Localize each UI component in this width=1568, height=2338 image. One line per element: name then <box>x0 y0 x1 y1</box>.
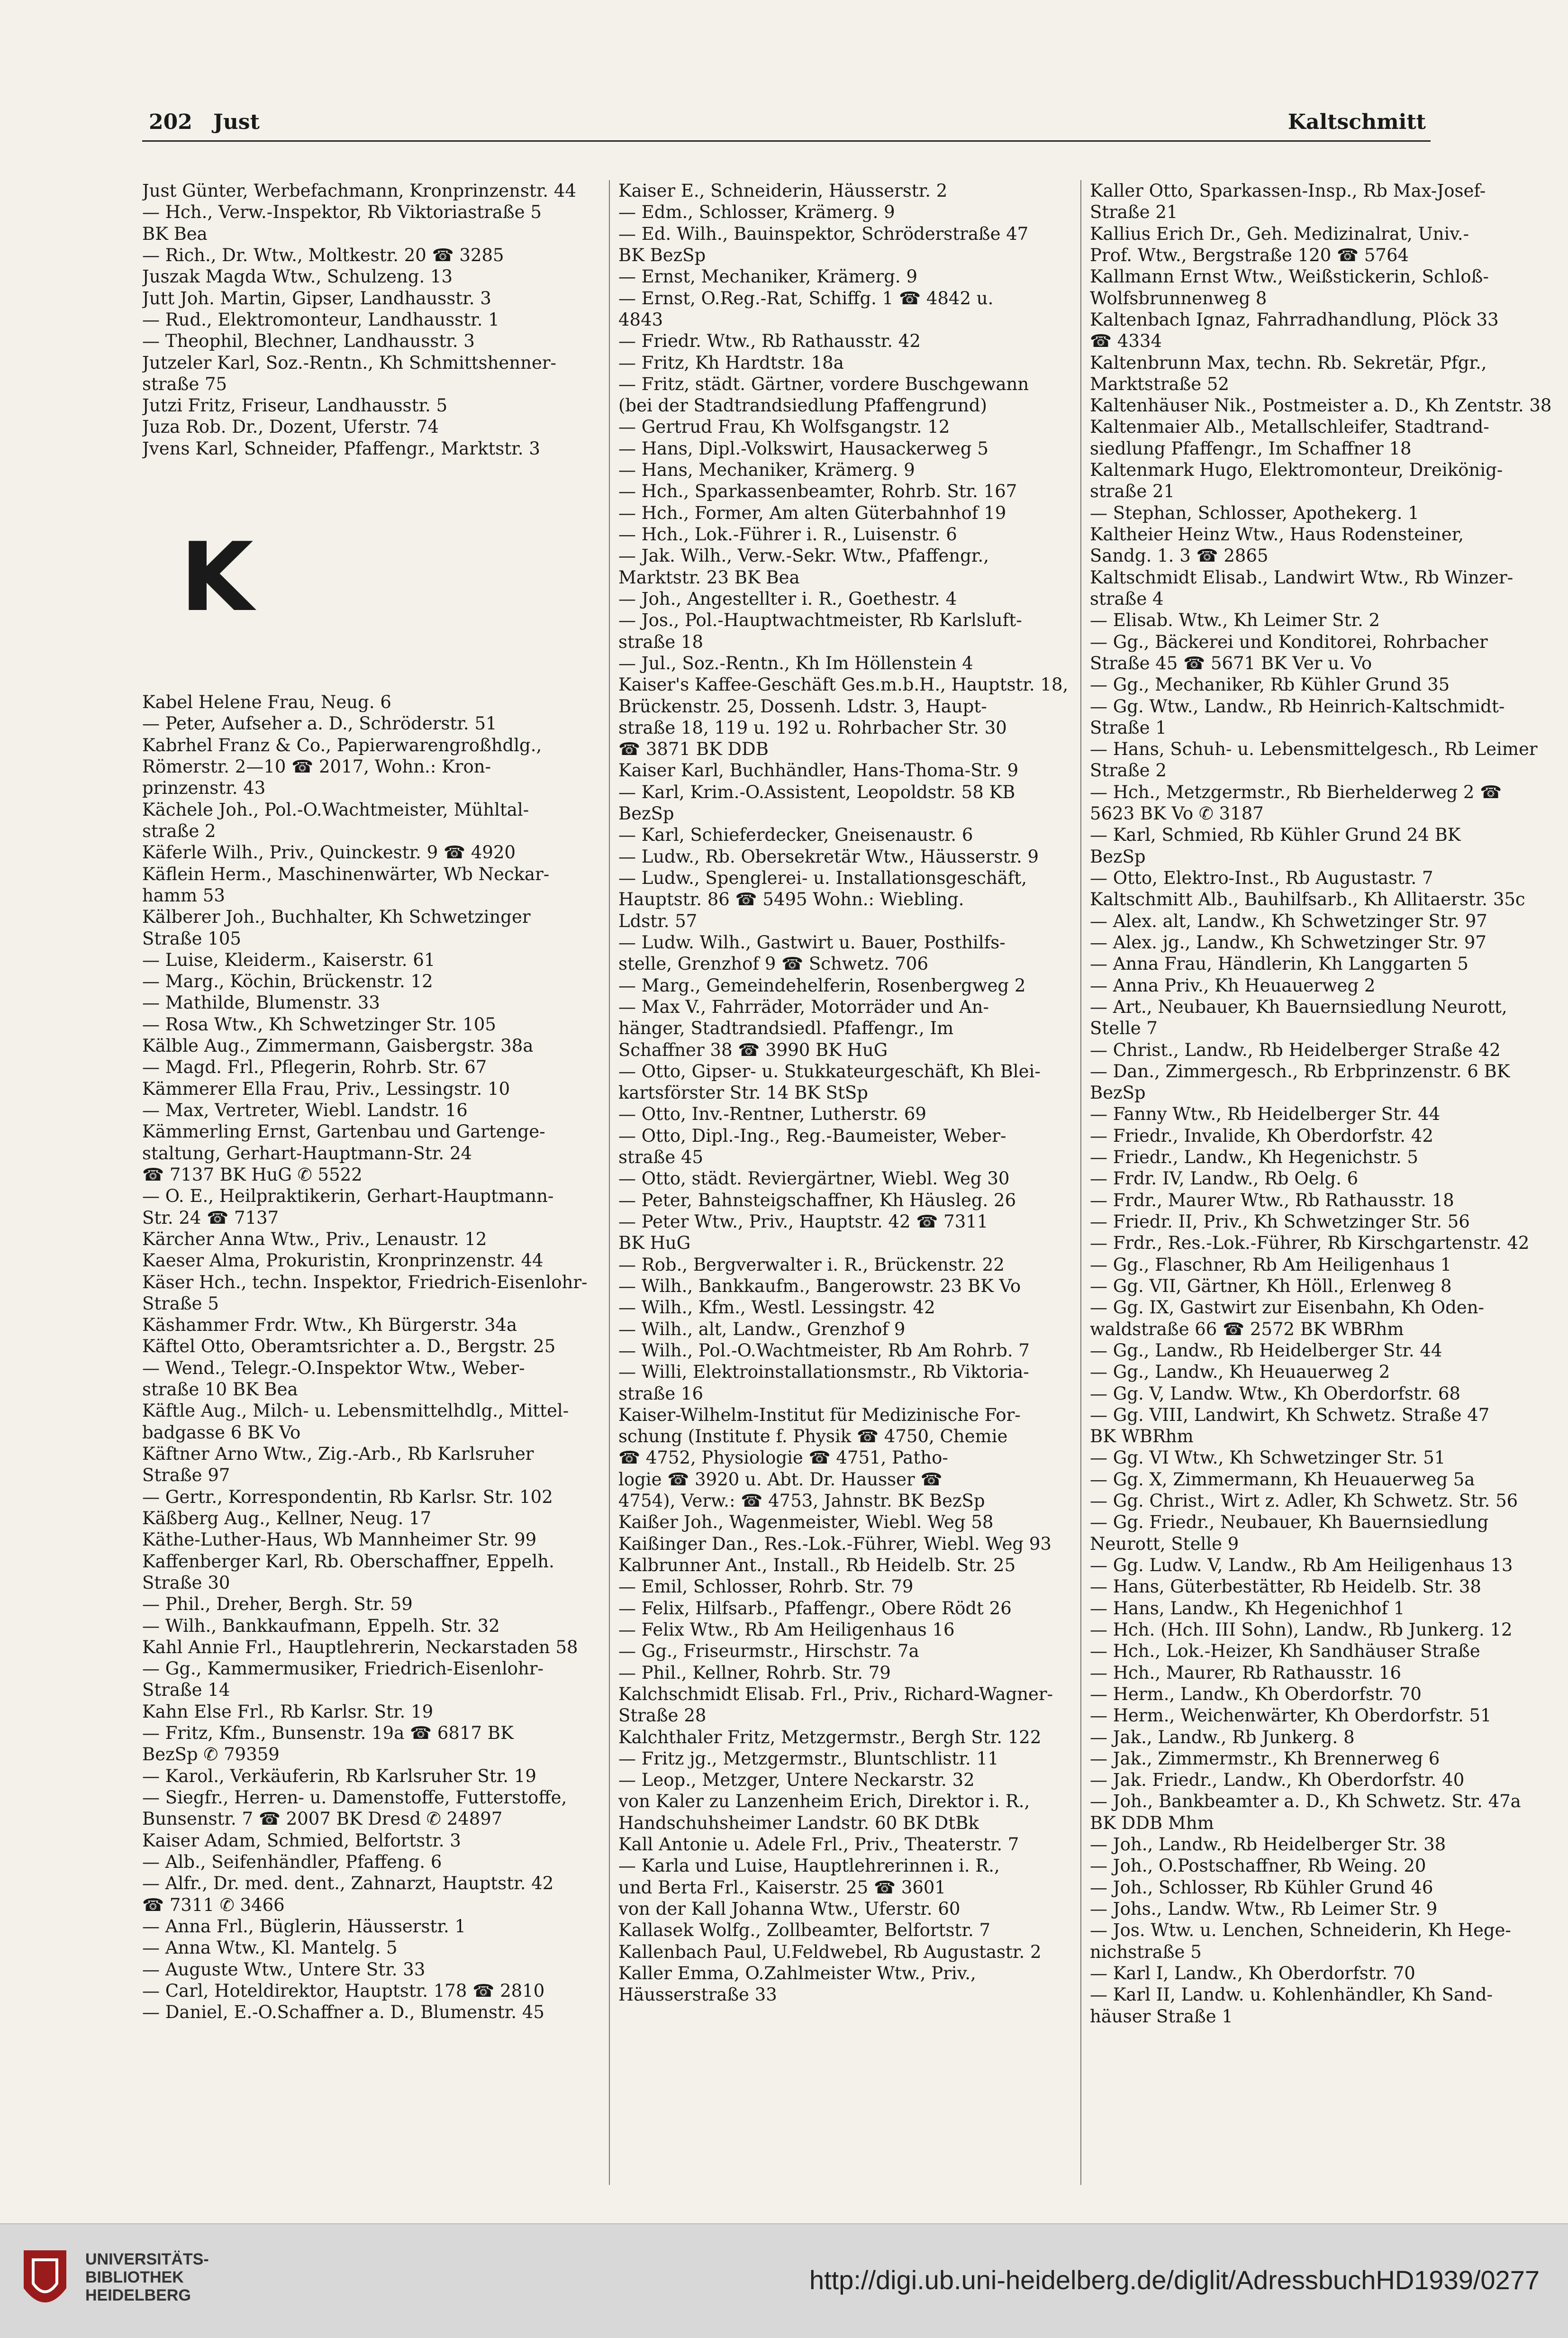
directory-entry: — Ludw., Rb. Obersekretär Wtw., Häusserstr. 9 <box>618 846 1039 867</box>
directory-entry: — Rich., Dr. Wtw., Moltkestr. 20 ☎ 3285 <box>142 245 504 265</box>
directory-entry: — Jos. Wtw. u. Lenchen, Schneiderin, Kh Hege- <box>1090 1920 1511 1941</box>
directory-entry: waldstraße 66 ☎ 2572 BK WBRhm <box>1090 1319 1404 1339</box>
directory-entry: Kallius Erich Dr., Geh. Medizinalrat, Univ.- <box>1090 223 1469 244</box>
directory-entry: — Rob., Bergverwalter i. R., Brückenstr. 22 <box>618 1254 1005 1275</box>
directory-entry: — Hch., Lok.-Führer i. R., Luisenstr. 6 <box>618 524 957 545</box>
column-2-entries <box>618 180 1080 2006</box>
directory-entry: Kaiser's Kaffee-Geschäft Ges.m.b.H., Hauptstr. 18, <box>618 674 1069 695</box>
directory-entry: — Wilh., Kfm., Westl. Lessingstr. 42 <box>618 1297 935 1318</box>
directory-entry: (bei der Stadtrandsiedlung Pfaffengrund) <box>618 395 987 416</box>
directory-entry: Kaffenberger Karl, Rb. Oberschaffner, Eppelh. <box>142 1551 554 1572</box>
directory-entry: — Otto, städt. Reviergärtner, Wiebl. Weg 30 <box>618 1168 1010 1189</box>
directory-entry: Kalchthaler Fritz, Metzgermstr., Bergh Str. 122 <box>618 1727 1042 1747</box>
directory-entry: — Gg. X, Zimmermann, Kh Heuauerweg 5a <box>1090 1469 1475 1490</box>
directory-entry: schung (Institute f. Physik ☎ 4750, Chemie <box>618 1426 1008 1447</box>
directory-entry: Straße 28 <box>618 1705 707 1726</box>
directory-entry: BezSp <box>618 803 674 824</box>
page-header <box>142 107 1431 142</box>
column-3-entries <box>1090 180 1552 2027</box>
directory-entry: — Rud., Elektromonteur, Landhausstr. 1 <box>142 309 499 330</box>
logo-line-3: HEIDELBERG <box>85 2286 191 2305</box>
directory-entry: — Alex. jg., Landw., Kh Schwetzinger Str. 97 <box>1090 932 1486 953</box>
directory-entry: — Joh., Schlosser, Rb Kühler Grund 46 <box>1090 1877 1433 1898</box>
directory-entry: — Gg. V, Landw. Wtw., Kh Oberdorfstr. 68 <box>1090 1383 1460 1404</box>
directory-entry: — Gg., Kammermusiker, Friedrich-Eisenlohr- <box>142 1658 544 1679</box>
directory-entry: straße 16 <box>618 1383 704 1404</box>
directory-entry: — Fanny Wtw., Rb Heidelberger Str. 44 <box>1090 1104 1441 1125</box>
directory-entry: — Fritz, Kh Hardtstr. 18a <box>618 352 844 373</box>
directory-entry: Käferle Wilh., Priv., Quinckestr. 9 ☎ 4920 <box>142 842 516 863</box>
directory-entry: Kaiser Karl, Buchhändler, Hans-Thoma-Str. 9 <box>618 760 1019 781</box>
directory-entry: ☎ 7311 ✆ 3466 <box>142 1894 285 1915</box>
directory-entry: — Frdr., Res.-Lok.-Führer, Rb Kirschgartenstr. 42 <box>1090 1233 1530 1254</box>
directory-entry: Käser Hch., techn. Inspektor, Friedrich-Eisenlohr- <box>142 1272 588 1292</box>
directory-entry: — Jos., Pol.-Hauptwachtmeister, Rb Karlsluft- <box>618 610 1022 631</box>
directory-entry: häuser Straße 1 <box>1090 2006 1233 2027</box>
directory-entry: — Gg. Wtw., Landw., Rb Heinrich-Kaltschmidt- <box>1090 696 1505 717</box>
directory-entry: badgasse 6 BK Vo <box>142 1422 301 1443</box>
directory-entry: Kalchschmidt Elisab. Frl., Priv., Richard-Wagner- <box>618 1683 1053 1704</box>
directory-entry: — Frdr., Maurer Wtw., Rb Rathausstr. 18 <box>1090 1190 1454 1210</box>
directory-entry: — Felix, Hilfsarb., Pfaffengr., Obere Rödt 26 <box>618 1598 1012 1619</box>
directory-entry: Ldstr. 57 <box>618 910 698 931</box>
directory-entry: — Anna Frau, Händlerin, Kh Langgarten 5 <box>1090 954 1468 974</box>
directory-entry: — Anna Frl., Büglerin, Häusserstr. 1 <box>142 1916 466 1937</box>
directory-entry: Handschuhsheimer Landstr. 60 BK DtBk <box>618 1812 979 1833</box>
directory-entry: — Elisab. Wtw., Kh Leimer Str. 2 <box>1090 610 1380 631</box>
directory-entry: hänger, Stadtrandsiedl. Pfaffengr., Im <box>618 1018 954 1039</box>
directory-entry: — Wilh., Bankkaufmann, Eppelh. Str. 32 <box>142 1615 500 1636</box>
directory-entry: BezSp ✆ 79359 <box>142 1744 280 1765</box>
directory-entry: Kälble Aug., Zimmermann, Gaisbergstr. 38a <box>142 1036 534 1056</box>
directory-entry: Käftner Arno Wtw., Zig.-Arb., Rb Karlsruher <box>142 1444 534 1464</box>
directory-entry: Kaltheier Heinz Wtw., Haus Rodensteiner, <box>1090 524 1464 545</box>
directory-entry: — Gg., Bäckerei und Konditorei, Rohrbacher <box>1090 631 1488 652</box>
directory-entry: — Marg., Gemeindehelferin, Rosenbergweg 2 <box>618 975 1026 996</box>
directory-entry: — Ernst, Mechaniker, Krämerg. 9 <box>618 266 917 287</box>
directory-entry: — Hch. (Hch. III Sohn), Landw., Rb Junkerg. 12 <box>1090 1619 1513 1640</box>
directory-entry: — Marg., Köchin, Brückenstr. 12 <box>142 971 433 992</box>
directory-entry: Kahl Annie Frl., Hauptlehrerin, Neckarstaden 58 <box>142 1637 578 1657</box>
directory-entry: Straße 5 <box>142 1293 219 1314</box>
directory-entry: — Peter, Bahnsteigschaffner, Kh Häusleg. 26 <box>618 1190 1016 1210</box>
directory-entry: — Peter Wtw., Priv., Hauptstr. 42 ☎ 7311 <box>618 1211 988 1232</box>
directory-entry: Kaltenbrunn Max, techn. Rb. Sekretär, Pfgr., <box>1090 352 1487 373</box>
directory-entry: — Emil, Schlosser, Rohrb. Str. 79 <box>618 1576 914 1597</box>
directory-entry: — Felix Wtw., Rb Am Heiligenhaus 16 <box>618 1619 955 1640</box>
directory-entry: — Gg., Flaschner, Rb Am Heiligenhaus 1 <box>1090 1254 1452 1275</box>
directory-entry: Marktstr. 23 BK Bea <box>618 567 800 588</box>
directory-entry: — Siegfr., Herren- u. Damenstoffe, Futterstoffe, <box>142 1787 567 1808</box>
directory-entry: — Leop., Metzger, Untere Neckarstr. 32 <box>618 1770 975 1791</box>
directory-entry: Kallenbach Paul, U.Feldwebel, Rb Augustastr. 2 <box>618 1941 1042 1962</box>
directory-entry: — Wilh., Pol.-O.Wachtmeister, Rb Am Rohrb. 7 <box>618 1340 1030 1361</box>
column-1 <box>142 180 592 2185</box>
directory-entry: — Friedr. II, Priv., Kh Schwetzinger Str. 56 <box>1090 1211 1470 1232</box>
directory-entry: Prof. Wtw., Bergstraße 120 ☎ 5764 <box>1090 245 1409 265</box>
directory-entry: Käßberg Aug., Kellner, Neug. 17 <box>142 1508 432 1528</box>
directory-entry: — Karl, Schieferdecker, Gneisenaustr. 6 <box>618 825 973 846</box>
directory-entry: Kärcher Anna Wtw., Priv., Lenaustr. 12 <box>142 1228 487 1249</box>
directory-entry: — Joh., O.Postschaffner, Rb Weing. 20 <box>1090 1856 1426 1876</box>
directory-entry: Kaiser E., Schneiderin, Häusserstr. 2 <box>618 181 948 201</box>
directory-entry: — Joh., Angestellter i. R., Goethestr. 4 <box>618 588 957 609</box>
header-left-word: Just <box>213 110 260 134</box>
directory-entry: Käthe-Luther-Haus, Wb Mannheimer Str. 99 <box>142 1529 537 1550</box>
directory-entry: — Jak. Friedr., Landw., Kh Oberdorfstr. 40 <box>1090 1770 1465 1791</box>
directory-entry: Wolfsbrunnenweg 8 <box>1090 288 1267 309</box>
column-3 <box>1080 180 1552 2185</box>
directory-entry: Kaller Otto, Sparkassen-Insp., Rb Max-Josef- <box>1090 181 1486 201</box>
directory-entry: — Karl II, Landw. u. Kohlenhändler, Kh Sand- <box>1090 1984 1493 2005</box>
directory-entry: Kallmann Ernst Wtw., Weißstickerin, Schloß- <box>1090 266 1489 287</box>
directory-entry: hamm 53 <box>142 885 225 906</box>
directory-entry: — Edm., Schlosser, Krämerg. 9 <box>618 202 895 223</box>
directory-entry: ☎ 7137 BK HuG ✆ 5522 <box>142 1164 363 1185</box>
directory-entry: — Herm., Landw., Kh Oberdorfstr. 70 <box>1090 1683 1422 1704</box>
directory-entry: — Christ., Landw., Rb Heidelberger Straße 42 <box>1090 1039 1501 1060</box>
directory-entry: Kaißer Joh., Wagenmeister, Wiebl. Weg 58 <box>618 1512 994 1533</box>
directory-entry: Straße 1 <box>1090 717 1167 738</box>
directory-entry: Straße 45 ☎ 5671 BK Ver u. Vo <box>1090 653 1372 673</box>
source-url-link[interactable]: http://digi.ub.uni-heidelberg.de/diglit/AdressbuchHD1939/0277 <box>809 2265 1540 2295</box>
directory-entry: Käflein Herm., Maschinenwärter, Wb Neckar- <box>142 864 550 884</box>
directory-entry: — Johs., Landw. Wtw., Rb Leimer Str. 9 <box>1090 1899 1438 1919</box>
directory-entry: — Willi, Elektroinstallationsmstr., Rb Viktoria- <box>618 1362 1029 1383</box>
directory-entry: Kaeser Alma, Prokuristin, Kronprinzenstr. 44 <box>142 1250 544 1271</box>
directory-entry: — Mathilde, Blumenstr. 33 <box>142 992 380 1013</box>
directory-entry: Marktstraße 52 <box>1090 373 1229 394</box>
directory-entry: straße 2 <box>142 820 216 841</box>
directory-entry: straße 10 BK Bea <box>142 1379 298 1400</box>
directory-entry: ☎ 4752, Physiologie ☎ 4751, Patho- <box>618 1447 948 1468</box>
directory-entry: — Karl, Schmied, Rb Kühler Grund 24 BK <box>1090 825 1461 846</box>
directory-entry: prinzenstr. 43 <box>142 778 266 799</box>
directory-entry: — Ernst, O.Reg.-Rat, Schiffg. 1 ☎ 4842 u. <box>618 288 994 309</box>
directory-entry: Straße 30 <box>142 1572 230 1593</box>
directory-entry: — Hans, Dipl.-Volkswirt, Hausackerweg 5 <box>618 438 988 459</box>
directory-entry: Kalbrunner Ant., Install., Rb Heidelb. Str. 25 <box>618 1555 1016 1575</box>
directory-entry: — Friedr. Wtw., Rb Rathausstr. 42 <box>618 331 921 352</box>
directory-entry: ☎ 3871 BK DDB <box>618 739 769 760</box>
directory-entry: Kaißinger Dan., Res.-Lok.-Führer, Wiebl. Weg 93 <box>618 1533 1051 1554</box>
directory-entry: ☎ 4334 <box>1090 331 1162 352</box>
directory-entry: — Hans, Schuh- u. Lebensmittelgesch., Rb Leimer <box>1090 739 1538 760</box>
directory-entry: — Peter, Aufseher a. D., Schröderstr. 51 <box>142 713 497 734</box>
directory-entry: — Frdr. IV, Landw., Rb Oelg. 6 <box>1090 1168 1359 1189</box>
directory-entry: — Magd. Frl., Pflegerin, Rohrb. Str. 67 <box>142 1057 487 1078</box>
directory-entry: Brückenstr. 25, Dossenh. Ldstr. 3, Haupt- <box>618 696 987 717</box>
directory-entry: 5623 BK Vo ✆ 3187 <box>1090 803 1264 824</box>
directory-entry: — Anna Wtw., Kl. Mantelg. 5 <box>142 1938 398 1958</box>
directory-entry: — Daniel, E.-O.Schaffner a. D., Blumenstr. 45 <box>142 2002 544 2023</box>
directory-entry: — Gg., Landw., Kh Heuauerweg 2 <box>1090 1362 1390 1383</box>
directory-entry: straße 18 <box>618 631 704 652</box>
directory-entry: — Gg. IX, Gastwirt zur Eisenbahn, Kh Oden- <box>1090 1297 1485 1318</box>
directory-entry: straße 18, 119 u. 192 u. Rohrbacher Str. 30 <box>618 717 1007 738</box>
directory-entry: — Auguste Wtw., Untere Str. 33 <box>142 1959 426 1980</box>
directory-entry: — Gg. VIII, Landwirt, Kh Schwetz. Straße 47 <box>1090 1404 1490 1425</box>
directory-entry: straße 75 <box>142 373 227 394</box>
directory-entry: Kaiser Adam, Schmied, Belfortstr. 3 <box>142 1830 461 1851</box>
directory-entry: BK Bea <box>142 223 208 244</box>
directory-entry: Käftle Aug., Milch- u. Lebensmittelhdlg., Mittel- <box>142 1401 569 1421</box>
directory-entry: — Jak., Zimmermstr., Kh Brennerweg 6 <box>1090 1748 1440 1769</box>
directory-entry: — Carl, Hoteldirektor, Hauptstr. 178 ☎ 2810 <box>142 1980 545 2001</box>
directory-entry: von Kaler zu Lanzenheim Erich, Direktor i. R., <box>618 1791 1030 1812</box>
directory-entry: stelle, Grenzhof 9 ☎ Schwetz. 706 <box>618 954 928 974</box>
directory-entry: Straße 97 <box>142 1465 230 1486</box>
directory-entry: — Phil., Kellner, Rohrb. Str. 79 <box>618 1662 891 1683</box>
directory-entry: kartsförster Str. 14 BK StSp <box>618 1083 868 1103</box>
directory-entry: Kall Antonie u. Adele Frl., Priv., Theaterstr. 7 <box>618 1834 1019 1855</box>
directory-entry: Häusserstraße 33 <box>618 1984 777 2005</box>
directory-entry: Kahn Else Frl., Rb Karlsr. Str. 19 <box>142 1701 434 1722</box>
directory-entry: — Ludw., Spenglerei- u. Installationsgeschäft, <box>618 868 1027 888</box>
directory-entry: — Hans, Landw., Kh Hegenichhof 1 <box>1090 1598 1405 1619</box>
directory-entry: — Fritz, Kfm., Bunsenstr. 19a ☎ 6817 BK <box>142 1723 514 1744</box>
directory-entry: BezSp <box>1090 846 1146 867</box>
directory-entry: Juszak Magda Wtw., Schulzeng. 13 <box>142 266 453 287</box>
directory-entry: — Jak., Landw., Rb Junkerg. 8 <box>1090 1727 1355 1747</box>
directory-entry: Jutzi Fritz, Friseur, Landhausstr. 5 <box>142 395 448 416</box>
directory-entry: Kabrhel Franz & Co., Papierwarengroßhdlg., <box>142 735 542 755</box>
directory-entry: — Gg. Friedr., Neubauer, Kh Bauernsiedlung <box>1090 1512 1489 1533</box>
directory-entry: straße 21 <box>1090 481 1175 502</box>
directory-entry: — Ed. Wilh., Bauinspektor, Schröderstraße 47 <box>618 223 1029 244</box>
directory-entry: — Wilh., Bankkaufm., Bangerowstr. 23 BK Vo <box>618 1275 1021 1296</box>
footer-bar <box>0 2223 1568 2338</box>
directory-entry: BK DDB Mhm <box>1090 1812 1214 1833</box>
directory-entry: Kaltenhäuser Nik., Postmeister a. D., Kh Zentstr. 38 <box>1090 395 1552 416</box>
directory-entry: Schaffner 38 ☎ 3990 BK HuG <box>618 1039 888 1060</box>
directory-entry: Kälberer Joh., Buchhalter, Kh Schwetzinger <box>142 907 531 928</box>
directory-entry: Straße 105 <box>142 928 241 949</box>
directory-entry: — Otto, Dipl.-Ing., Reg.-Baumeister, Weber- <box>618 1125 1006 1146</box>
directory-entry: Kächele Joh., Pol.-O.Wachtmeister, Mühltal- <box>142 799 529 820</box>
directory-entry: Neurott, Stelle 9 <box>1090 1533 1239 1554</box>
directory-entry: — Karla und Luise, Hauptlehrerinnen i. R., <box>618 1856 1000 1876</box>
directory-entry: — Alb., Seifenhändler, Pfaffeng. 6 <box>142 1851 442 1872</box>
directory-entry: — Hans, Güterbestätter, Rb Heidelb. Str. 38 <box>1090 1576 1481 1597</box>
directory-entry: — Karol., Verkäuferin, Rb Karlsruher Str. 19 <box>142 1765 536 1786</box>
directory-entry: Straße 2 <box>1090 760 1167 781</box>
directory-entry: — Joh., Bankbeamter a. D., Kh Schwetz. Str. 47a <box>1090 1791 1521 1812</box>
directory-entry: — Phil., Dreher, Bergh. Str. 59 <box>142 1594 413 1615</box>
logo-line-2: BIBLIOTHEK <box>85 2268 184 2287</box>
directory-entry: Römerstr. 2—10 ☎ 2017, Wohn.: Kron- <box>142 756 491 777</box>
directory-entry: staltung, Gerhart-Hauptmann-Str. 24 <box>142 1143 472 1164</box>
directory-entry: — Gg., Mechaniker, Rb Kühler Grund 35 <box>1090 674 1450 695</box>
directory-entry: — Otto, Inv.-Rentner, Lutherstr. 69 <box>618 1104 926 1125</box>
directory-entry: — Otto, Gipser- u. Stukkateurgeschäft, Kh Blei- <box>618 1061 1041 1082</box>
directory-entry: — Anna Priv., Kh Heuauerweg 2 <box>1090 975 1376 996</box>
directory-entry: Sandg. 1. 3 ☎ 2865 <box>1090 546 1269 566</box>
page-number: 202 <box>149 110 192 134</box>
directory-entry: — Joh., Landw., Rb Heidelberger Str. 38 <box>1090 1834 1446 1855</box>
directory-entry: Kaltschmidt Elisab., Landwirt Wtw., Rb Winzer- <box>1090 567 1514 588</box>
directory-entry: Juza Rob. Dr., Dozent, Uferstr. 74 <box>142 417 439 437</box>
directory-entry: und Berta Frl., Kaiserstr. 25 ☎ 3601 <box>618 1877 946 1898</box>
directory-entry: — Hch., Maurer, Rb Rathausstr. 16 <box>1090 1662 1402 1683</box>
column-1-bottom-entries <box>142 691 592 2023</box>
directory-entry: — Gertrud Frau, Kh Wolfsgangstr. 12 <box>618 417 950 437</box>
directory-entry: — Hch., Verw.-Inspektor, Rb Viktoriastraße 5 <box>142 202 542 223</box>
directory-entry: Kaltschmitt Alb., Bauhilfsarb., Kh Allitaerstr. 35c <box>1090 889 1525 910</box>
directory-entry: Jutzeler Karl, Soz.-Rentn., Kh Schmittshenner- <box>142 352 557 373</box>
directory-entry: von der Kall Johanna Wtw., Uferstr. 60 <box>618 1899 961 1919</box>
directory-entry: Hauptstr. 86 ☎ 5495 Wohn.: Wiebling. <box>618 889 964 910</box>
directory-entry: — Stephan, Schlosser, Apothekerg. 1 <box>1090 502 1419 523</box>
directory-entry: BK HuG <box>618 1233 691 1254</box>
directory-entry: BK BezSp <box>618 245 706 265</box>
directory-entry: Just Günter, Werbefachmann, Kronprinzenstr. 44 <box>142 181 576 201</box>
directory-entry: — Hch., Sparkassenbeamter, Rohrb. Str. 167 <box>618 481 1017 502</box>
directory-entry: — Gg. VI Wtw., Kh Schwetzinger Str. 51 <box>1090 1447 1446 1468</box>
directory-entry: Kaltenmark Hugo, Elektromonteur, Dreikönig- <box>1090 460 1503 481</box>
directory-entry: — Dan., Zimmergesch., Rb Erbprinzenstr. 6 BK <box>1090 1061 1510 1082</box>
directory-entry: — Jul., Soz.-Rentn., Kh Im Höllenstein 4 <box>618 653 973 673</box>
directory-entry: — Alex. alt, Landw., Kh Schwetzinger Str. 97 <box>1090 910 1487 931</box>
directory-entry: — Gg. VII, Gärtner, Kh Höll., Erlenweg 8 <box>1090 1275 1452 1296</box>
directory-entry: — Hans, Mechaniker, Krämerg. 9 <box>618 460 915 481</box>
directory-entry: Str. 24 ☎ 7137 <box>142 1207 279 1228</box>
column-1-top-entries <box>142 180 592 459</box>
directory-entry: Kämmerer Ella Frau, Priv., Lessingstr. 10 <box>142 1078 510 1099</box>
directory-entry: Jutt Joh. Martin, Gipser, Landhausstr. 3 <box>142 288 491 309</box>
directory-entry: — Jak. Wilh., Verw.-Sekr. Wtw., Pfaffengr., <box>618 546 989 566</box>
directory-entry: Käshammer Frdr. Wtw., Kh Bürgerstr. 34a <box>142 1315 517 1336</box>
directory-entry: — Gg. Christ., Wirt z. Adler, Kh Schwetz. Str. 56 <box>1090 1491 1518 1511</box>
directory-entry: Straße 14 <box>142 1680 230 1701</box>
directory-entry: — Hch., Lok.-Heizer, Kh Sandhäuser Straße <box>1090 1641 1480 1662</box>
directory-entry: — Wend., Telegr.-O.Inspektor Wtw., Weber- <box>142 1357 525 1378</box>
directory-entry: — Luise, Kleiderm., Kaiserstr. 61 <box>142 949 435 970</box>
directory-entry: Kaiser-Wilhelm-Institut für Medizinische For- <box>618 1404 1021 1425</box>
directory-entry: — Karl I, Landw., Kh Oberdorfstr. 70 <box>1090 1963 1415 1983</box>
directory-entry: siedlung Pfaffengr., Im Schaffner 18 <box>1090 438 1412 459</box>
directory-entry: BezSp <box>1090 1083 1146 1103</box>
directory-entry: — Gg. Ludw. V, Landw., Rb Am Heiligenhaus 13 <box>1090 1555 1513 1575</box>
directory-entry: Jvens Karl, Schneider, Pfaffengr., Marktstr. 3 <box>142 438 540 459</box>
university-seal-icon <box>19 2246 71 2317</box>
directory-entry: — Gg., Landw., Rb Heidelberger Str. 44 <box>1090 1340 1442 1361</box>
directory-entry: Stelle 7 <box>1090 1018 1158 1039</box>
header-right-word: Kaltschmitt <box>1287 110 1426 134</box>
directory-entry: Kaltenbach Ignaz, Fahrradhandlung, Plöck 33 <box>1090 309 1499 330</box>
directory-entry: Käftel Otto, Oberamtsrichter a. D., Bergstr. 25 <box>142 1336 556 1357</box>
directory-entry: — Fritz, städt. Gärtner, vordere Buschgewann <box>618 373 1029 394</box>
directory-entry: — Max V., Fahrräder, Motorräder und An- <box>618 996 989 1017</box>
directory-entry: — Friedr., Landw., Kh Hegenichstr. 5 <box>1090 1147 1418 1168</box>
directory-entry: — Rosa Wtw., Kh Schwetzinger Str. 105 <box>142 1014 496 1035</box>
directory-entry: Kaltenmaier Alb., Metallschleifer, Stadtrand- <box>1090 417 1489 437</box>
directory-entry: — Alfr., Dr. med. dent., Zahnarzt, Hauptstr. 42 <box>142 1873 554 1894</box>
directory-entry: — Karl, Krim.-O.Assistent, Leopoldstr. 58 KB <box>618 782 1015 802</box>
directory-entry: 4843 <box>618 309 663 330</box>
directory-entry: Kallasek Wolfg., Zollbeamter, Belfortstr. 7 <box>618 1920 991 1941</box>
directory-entry: — Friedr., Invalide, Kh Oberdorfstr. 42 <box>1090 1125 1433 1146</box>
directory-entry: — Art., Neubauer, Kh Bauernsiedlung Neurott, <box>1090 996 1507 1017</box>
directory-entry: — Otto, Elektro-Inst., Rb Augustastr. 7 <box>1090 868 1433 888</box>
directory-entry: Bunsenstr. 7 ☎ 2007 BK Dresd ✆ 24897 <box>142 1809 503 1829</box>
directory-entry: — Gg., Friseurmstr., Hirschstr. 7a <box>618 1641 919 1662</box>
directory-entry: Kämmerling Ernst, Gartenbau und Gartenge- <box>142 1121 545 1142</box>
directory-entry: — Fritz jg., Metzgermstr., Bluntschlistr. 11 <box>618 1748 999 1769</box>
directory-entry: straße 45 <box>618 1147 704 1168</box>
library-logo-text <box>85 2250 209 2304</box>
directory-entry: BK WBRhm <box>1090 1426 1194 1447</box>
directory-entry: — Ludw. Wilh., Gastwirt u. Bauer, Posthilfs- <box>618 932 1006 953</box>
directory-entry: — Hch., Metzgermstr., Rb Bierhelderweg 2 ☎ <box>1090 782 1502 802</box>
directory-entry: 4754), Verw.: ☎ 4753, Jahnstr. BK BezSp <box>618 1491 985 1511</box>
directory-entry: — O. E., Heilpraktikerin, Gerhart-Hauptmann- <box>142 1186 554 1207</box>
directory-entry: logie ☎ 3920 u. Abt. Dr. Hausser ☎ <box>618 1469 943 1490</box>
directory-entry: nichstraße 5 <box>1090 1941 1202 1962</box>
directory-entry: Kabel Helene Frau, Neug. 6 <box>142 692 391 713</box>
directory-entry: straße 4 <box>1090 588 1164 609</box>
directory-entry: — Gertr., Korrespondentin, Rb Karlsr. Str. 102 <box>142 1486 553 1507</box>
logo-line-1: UNIVERSITÄTS- <box>85 2250 209 2268</box>
section-letter: K <box>180 522 254 633</box>
directory-entry: — Theophil, Blechner, Landhausstr. 3 <box>142 331 475 352</box>
column-2 <box>609 180 1080 2185</box>
directory-entry: — Herm., Weichenwärter, Kh Oberdorfstr. 51 <box>1090 1705 1492 1726</box>
directory-entry: — Hch., Former, Am alten Güterbahnhof 19 <box>618 502 1006 523</box>
directory-entry: — Wilh., alt, Landw., Grenzhof 9 <box>618 1319 906 1339</box>
directory-entry: Straße 21 <box>1090 202 1178 223</box>
directory-entry: — Max, Vertreter, Wiebl. Landstr. 16 <box>142 1100 468 1120</box>
directory-entry: Kaller Emma, O.Zahlmeister Wtw., Priv., <box>618 1963 976 1983</box>
